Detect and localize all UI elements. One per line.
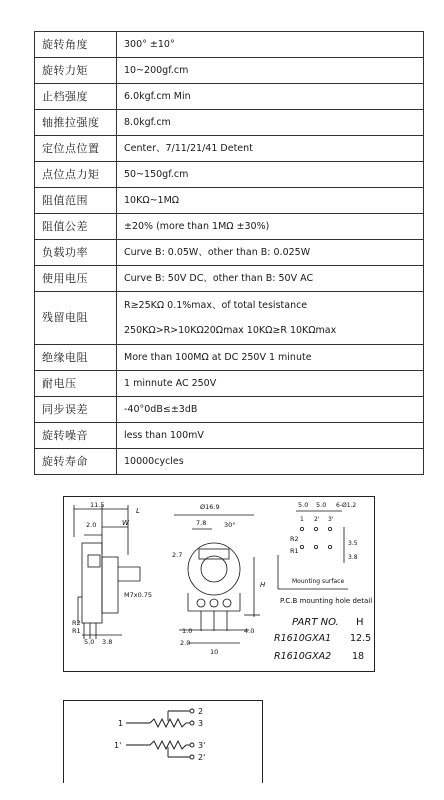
spec-label: 旋转角度 — [35, 32, 117, 58]
part-row-2-h: 18 — [352, 651, 365, 662]
h-header: H — [356, 617, 364, 628]
part-row-1: R1610GXA1 — [274, 633, 332, 644]
spec-row-insulation-resistance — [35, 345, 424, 371]
spec-row-load-power — [35, 240, 424, 266]
dim-hole: 6-Ø1.2 — [336, 502, 357, 509]
spec-value: 10000cycles — [117, 449, 424, 475]
spec-label: 使用电压 — [35, 266, 117, 292]
spec-row-detent-torque — [35, 162, 424, 188]
dim-m7: M7x0.75 — [124, 591, 153, 599]
spec-label: 点位点力矩 — [35, 162, 117, 188]
spec-row-shaft-push-pull — [35, 110, 424, 136]
spec-label: 耐电压 — [35, 371, 117, 397]
pin-1: 1 — [300, 516, 304, 523]
pcb-label: P.C.B mounting hole detail — [280, 597, 373, 605]
spec-label: 绝缘电阻 — [35, 345, 117, 371]
spec-value-line-1: R≥25KΩ 0.1%max、of total tesistance — [124, 299, 308, 311]
dim-2-7: 2.7 — [172, 551, 183, 559]
dim-2-0: 2.0 — [86, 521, 97, 529]
spec-row-residual-resistance — [35, 292, 424, 345]
circuit-pin-3p: 3' — [198, 741, 206, 750]
spec-row-resistance-tolerance — [35, 214, 424, 240]
dim-3-8: 3.8 — [102, 638, 113, 646]
circuit-pin-2p: 2' — [198, 753, 206, 762]
spec-label: 负载功率 — [35, 240, 117, 266]
dim-11-5: 11.5 — [90, 501, 105, 509]
spec-label: 旋转力矩 — [35, 58, 117, 84]
pin-2p: 2' — [314, 516, 320, 523]
part-row-1-h: 12.5 — [350, 633, 372, 644]
circuit-pin-1p: 1' — [114, 741, 122, 750]
circuit-diagram-svg — [64, 701, 262, 783]
spec-label: 阻值范围 — [35, 188, 117, 214]
spec-value — [117, 292, 424, 345]
dim-5-0: 5.0 — [84, 638, 95, 646]
spec-label: 止档强度 — [35, 84, 117, 110]
spec-value: Curve B: 50V DC、other than B: 50V AC — [117, 266, 424, 292]
spec-label: 旋转寿命 — [35, 449, 117, 475]
dim-5-0-c: 5.0 — [316, 501, 327, 509]
dim-W: W — [122, 519, 129, 527]
dimension-drawing-svg — [64, 497, 374, 671]
dim-7-8: 7.8 — [196, 519, 207, 527]
mounting-surface-label: Mounting surface — [292, 578, 345, 585]
spec-value: less than 100mV — [117, 423, 424, 449]
spec-row-rotation-torque — [35, 58, 424, 84]
spec-value: More than 100MΩ at DC 250V 1 minute — [117, 345, 424, 371]
spec-row-resistance-range — [35, 188, 424, 214]
spec-row-tracking-error — [35, 397, 424, 423]
pin-3p: 3' — [328, 516, 334, 523]
dim-3-5: 3.5 — [348, 540, 358, 547]
spec-value: 6.0kgf.cm Min — [117, 84, 424, 110]
dim-H: H — [260, 581, 266, 589]
spec-value: 50~150gf.cm — [117, 162, 424, 188]
spec-value-line-2: 250KΩ>R>10KΩ20Ωmax 10KΩ≥R 10KΩmax — [124, 325, 337, 336]
spec-row-rotation-life — [35, 449, 424, 475]
spec-value: 10KΩ~1MΩ — [117, 188, 424, 214]
spec-value: 300° ±10° — [117, 32, 424, 58]
spec-label: 残留电阻 — [35, 292, 117, 345]
spec-value: Center、7/11/21/41 Detent — [117, 136, 424, 162]
dimension-drawing — [63, 496, 375, 672]
dim-1-0: 1.0 — [182, 627, 193, 635]
circuit-pin-1: 1 — [118, 719, 124, 728]
dim-2-0-b: 2.0 — [180, 639, 191, 647]
dim-16-9: Ø16.9 — [200, 503, 220, 511]
spec-row-operating-voltage — [35, 266, 424, 292]
spec-label: 轴推拉强度 — [35, 110, 117, 136]
spec-label: 旋转噪音 — [35, 423, 117, 449]
dim-10: 10 — [210, 648, 219, 656]
spec-value: -40°0dB≤±3dB — [117, 397, 424, 423]
circuit-pin-3: 3 — [198, 719, 204, 728]
spec-table — [34, 31, 424, 475]
spec-row-withstand-voltage — [35, 371, 424, 397]
spec-label: 定位点位置 — [35, 136, 117, 162]
circuit-diagram — [63, 700, 263, 783]
spec-row-rotation-noise — [35, 423, 424, 449]
spec-value: 1 minnute AC 250V — [117, 371, 424, 397]
dim-4-0: 4.0 — [244, 627, 255, 635]
spec-row-detent-position — [35, 136, 424, 162]
label-R2: R2 — [72, 619, 81, 627]
spec-value: Curve B: 0.05W、other than B: 0.025W — [117, 240, 424, 266]
label-R1: R1 — [72, 627, 81, 635]
label-R2-b: R2 — [290, 535, 299, 543]
dim-L: L — [136, 507, 140, 515]
spec-label: 同步误差 — [35, 397, 117, 423]
circuit-pin-2: 2 — [198, 707, 204, 716]
dim-5-0-b: 5.0 — [298, 501, 309, 509]
spec-value: 10~200gf.cm — [117, 58, 424, 84]
spec-value: ±20% (more than 1MΩ ±30%) — [117, 214, 424, 240]
part-row-2: R1610GXA2 — [274, 651, 332, 662]
dim-3-8-b: 3.8 — [348, 554, 358, 561]
label-R1-b: R1 — [290, 547, 299, 555]
spec-row-rotation-angle — [35, 32, 424, 58]
dim-30-deg: 30° — [224, 521, 236, 529]
part-header: PART NO. — [292, 617, 339, 628]
spec-row-stopper-strength — [35, 84, 424, 110]
spec-label: 阻值公差 — [35, 214, 117, 240]
spec-value: 8.0kgf.cm — [117, 110, 424, 136]
